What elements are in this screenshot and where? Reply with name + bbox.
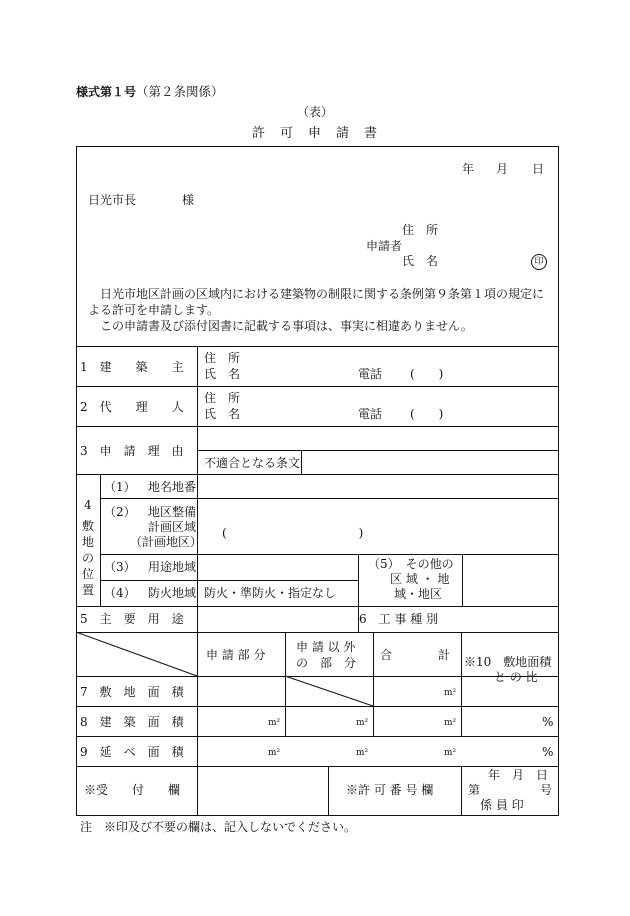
row9-applied-unit: m²	[268, 748, 281, 758]
col-ratio-a: ※10 敷地面積	[464, 655, 552, 669]
col-other-part-a: 申 請 以 外	[296, 640, 356, 654]
site4-label: 防火地域	[148, 586, 197, 600]
row9-other-unit: m²	[356, 748, 369, 758]
permit-number-label: ※許 可 番 号 欄	[346, 783, 434, 797]
statement-line-1: 日光市地区計画の区域内における建築物の制限に関する条例第９条第１項の規定に	[100, 287, 545, 301]
applicant-address-label: 住 所	[402, 223, 439, 237]
agent-address-label: 住 所	[204, 391, 241, 405]
owner-phone-parens: ( )	[410, 367, 444, 381]
form-number-label: 様式第１号	[76, 85, 137, 99]
document-title: 許 可 申 請 書	[251, 126, 378, 141]
col-total-a: 合	[380, 648, 393, 662]
form-relation: （第２条関係）	[136, 84, 224, 99]
side-label: （表）	[296, 105, 333, 119]
row9-ratio-percent: %	[542, 745, 554, 759]
site3-label: 用途地域	[148, 560, 197, 574]
footnote: 注 ※印及び不要の欄は、記入しないでください。	[80, 820, 357, 834]
site2-label-a: 地区整備	[148, 505, 197, 519]
agent-phone-parens: ( )	[410, 407, 444, 421]
owner-name-label: 氏 名	[204, 367, 241, 381]
agent-label: 2 代 理 人	[80, 400, 184, 414]
honorific: 様	[182, 193, 195, 207]
addressee: 日光市長	[88, 193, 137, 207]
date-month: 月	[496, 162, 509, 176]
row9-total-floor-area: 9 延 べ 面 積	[80, 745, 184, 759]
site-number: 4	[84, 498, 92, 512]
reason-label: 3 申 請 理 由	[80, 444, 184, 458]
site5-label-a: （5） その他の	[368, 557, 454, 571]
date-day: 日	[532, 162, 545, 176]
site1-number: （1）	[104, 480, 136, 494]
site2-parens: ( )	[222, 526, 364, 540]
site2-label-c: （計画地区）	[130, 535, 203, 549]
row9-total-unit: m²	[444, 748, 457, 758]
owner-label: 1 建 築 主	[80, 360, 184, 374]
clerk-seal-label: 係 員 印	[480, 798, 524, 812]
col-other-part-b: の 部 分	[296, 656, 357, 670]
owner-phone-label: 電話	[358, 367, 383, 381]
site5-label-c: 域・地区	[394, 587, 443, 601]
application-form	[76, 146, 559, 816]
row8-ratio-percent: %	[542, 715, 554, 729]
work-type-label: 6 工 事 種 別	[359, 612, 439, 626]
row7-total-unit: m²	[444, 688, 457, 698]
row8-total-unit: m²	[444, 718, 457, 728]
site2-number: （2）	[104, 505, 136, 519]
nonconforming-clause-label: 不適合となる条文	[204, 456, 301, 470]
row8-applied-unit: m²	[268, 718, 281, 728]
site2-label-b: 計画区域	[148, 520, 197, 534]
statement-line-3: この申請書及び添付図書に記載する事項は、事実に相違ありません。	[100, 319, 473, 333]
seal-stamp: 印	[531, 254, 547, 270]
row8-other-unit: m²	[356, 718, 369, 728]
row8-building-area: 8 建 築 面 積	[80, 715, 184, 729]
fire-zone-options: 防火・準防火・指定なし	[204, 586, 337, 600]
site5-label-b: 区 域 ・ 地	[390, 572, 450, 586]
applicant-label: 申請者	[366, 239, 403, 253]
applicant-name-label: 氏 名	[402, 254, 439, 268]
reception-label: ※受 付 欄	[84, 783, 181, 797]
statement-paragraph	[88, 286, 548, 334]
owner-address-label: 住 所	[204, 351, 241, 365]
seal-mark	[531, 253, 547, 270]
col-ratio-b: と の 比	[494, 670, 538, 684]
agent-phone-label: 電話	[358, 407, 383, 421]
permit-number-suffix: 号	[540, 783, 553, 797]
agent-name-label: 氏 名	[204, 407, 241, 421]
site3-number: （3）	[104, 560, 136, 574]
main-use-label: 5 主 要 用 途	[80, 612, 184, 626]
permit-date-label: 年 月 日	[488, 768, 549, 782]
site1-label: 地名地番	[148, 480, 197, 494]
col-total-b: 計	[438, 648, 451, 662]
row7-site-area: 7 敷 地 面 積	[80, 685, 184, 699]
form-number	[76, 82, 224, 100]
permit-number-prefix: 第	[468, 783, 481, 797]
site4-number: （4）	[104, 586, 136, 600]
col-applied-part: 申 請 部 分	[206, 648, 266, 662]
site-label: 敷地の位置	[82, 519, 95, 597]
statement-line-2: よる許可を申請します。	[88, 303, 220, 317]
date-year: 年	[462, 162, 475, 176]
